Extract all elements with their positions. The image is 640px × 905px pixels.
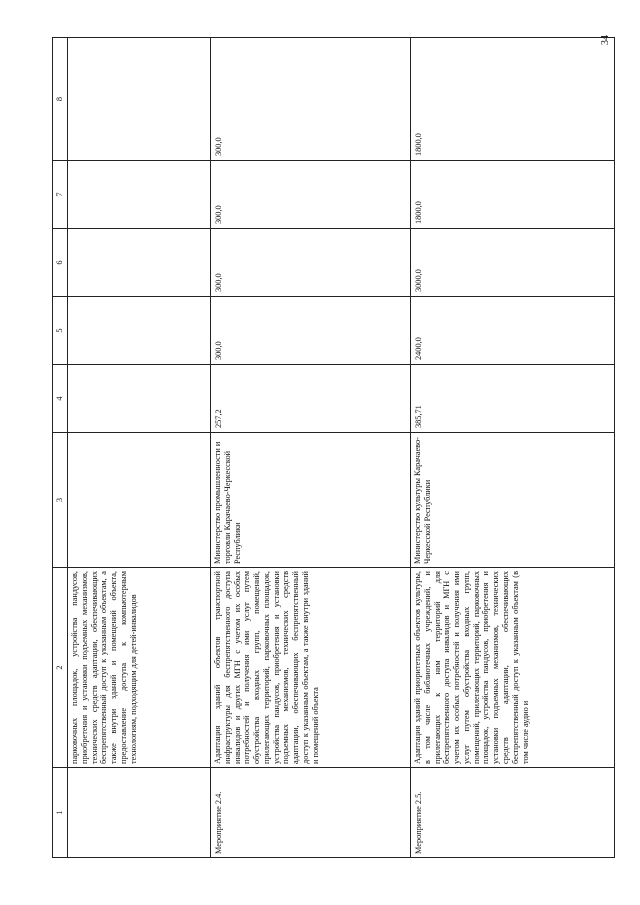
event-cell: Мероприятие 2.5.	[411, 768, 615, 858]
description-cell: Адаптация зданий объектов транспортной инфраструктуры для беспрепятственного доступа инвалидов и других МГН с учетом их особых потребностей и получения ими услуг путем обустройства входных групп, помещений, прилегающих территорий, парковочных площадок, устройства пандусов, приобретения и установки подъемных механизмов, технических средств адаптации, обеспечивающих беспрепятственный доступ к указанным объектам, а также внутри зданий и помещений объекта	[211, 568, 411, 768]
value-cell: 385,71	[411, 365, 615, 433]
program-table	[52, 37, 615, 858]
description-cell: парковочных площадок, устройства пандусов, приобретения и установки подъемных механизмов, технических средств адаптации, обеспечивающих беспрепятственный доступ к указанным объектам, а также внутри зданий и помещений объекта, предоставление доступа к компьютерным технологиям, подходящим для детей-инвалидов	[68, 568, 211, 768]
event-cell	[68, 768, 211, 858]
column-header: 3	[53, 433, 68, 568]
value-cell: 2400,0	[411, 297, 615, 365]
column-header: 4	[53, 365, 68, 433]
value-cell	[68, 161, 211, 229]
executor-cell: Министерство промышленности и торговли Карачаево-Черкесской Республики	[211, 433, 411, 568]
value-cell: 300,0	[211, 297, 411, 365]
column-header: 5	[53, 297, 68, 365]
value-cell	[68, 229, 211, 297]
value-cell	[68, 365, 211, 433]
table-row	[411, 38, 615, 858]
value-cell: 257,2	[211, 365, 411, 433]
value-cell	[68, 38, 211, 161]
value-cell	[68, 297, 211, 365]
page-number: 34	[600, 35, 611, 45]
event-cell: Мероприятие 2.4.	[211, 768, 411, 858]
value-cell: 300,0	[211, 229, 411, 297]
description-cell: Адаптация зданий приоритетных объектов культуры, в том числе библиотечных учреждений, и прилегающих к ним территорий для беспрепятственного доступа инвалидов и МГН с учетом их особых потребностей и получения ими услуг путем обустройства входных групп, помещений, прилегающих территорий, парковочных площадок, устройства пандусов, приобретения и установки подъемных механизмов, технических средств адаптации, обеспечивающих беспрепятственный доступ к указанным объектам (в том числе аудио и	[411, 568, 615, 768]
column-header: 1	[53, 768, 68, 858]
value-cell: 300,0	[211, 161, 411, 229]
header-row	[53, 38, 68, 858]
executor-cell	[68, 433, 211, 568]
column-header: 8	[53, 38, 68, 161]
rotated-table-container	[52, 38, 615, 858]
value-cell: 300,0	[211, 38, 411, 161]
value-cell: 1800,0	[411, 38, 615, 161]
column-header: 2	[53, 568, 68, 768]
column-header: 6	[53, 229, 68, 297]
table-row	[68, 38, 211, 858]
value-cell: 3000,0	[411, 229, 615, 297]
table-row	[211, 38, 411, 858]
value-cell: 1800,0	[411, 161, 615, 229]
executor-cell: Министерство культуры Карачаево-Черкесской Республики	[411, 433, 615, 568]
column-header: 7	[53, 161, 68, 229]
